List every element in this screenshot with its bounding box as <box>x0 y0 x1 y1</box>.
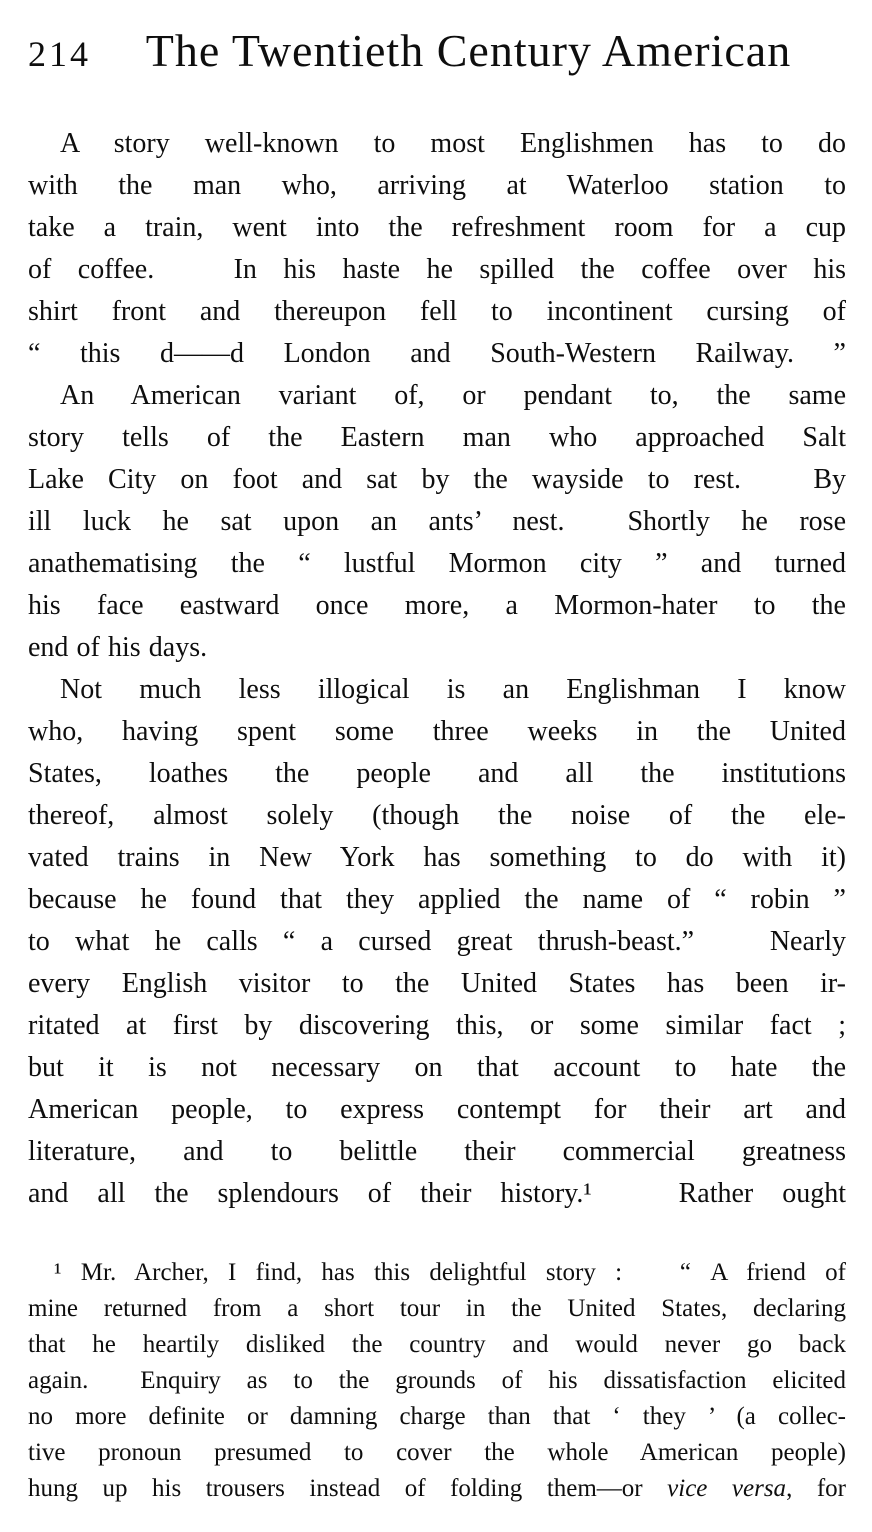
body-text <box>28 123 846 1215</box>
text-line: but it is not necessary on that account to hate the <box>28 1052 846 1083</box>
page-number: 214 <box>28 34 91 74</box>
text-line: American people, to express contempt for their art and <box>28 1094 846 1125</box>
footnote <box>28 1255 846 1507</box>
text-line: who, having spent some three weeks in the United <box>28 716 846 747</box>
text-line: “ this d——d London and South-Western Railway. ” <box>28 338 846 369</box>
text-line: thereof, almost solely (though the noise of the ele- <box>28 800 846 831</box>
running-title: The Twentieth Century American <box>145 25 792 76</box>
text-line: of coffee. In his haste he spilled the coffee over his <box>28 254 846 285</box>
text-line: vated trains in New York has something to do with it) <box>28 842 846 873</box>
footnote-line: that he heartily disliked the country and would never go back <box>28 1331 846 1358</box>
text-line: A story well-known to most Englishmen has to do <box>60 128 846 159</box>
text-line: Not much less illogical is an Englishman I know <box>60 674 846 705</box>
page-header <box>28 24 846 77</box>
text-line: because he found that they applied the name of “ robin ” <box>28 884 846 915</box>
text-line: ritated at first by discovering this, or some similar fact ; <box>28 1010 846 1041</box>
text-line: States, loathes the people and all the institutions <box>28 758 846 789</box>
footnote-line: no more definite or damning charge than that ‘ they ’ (a collec- <box>28 1403 846 1430</box>
text-line: story tells of the Eastern man who approached Salt <box>28 422 846 453</box>
footnote-line: again. Enquiry as to the grounds of his dissatisfaction elicited <box>28 1367 846 1394</box>
text-line: take a train, went into the refreshment room for a cup <box>28 212 846 243</box>
paragraph <box>28 375 846 669</box>
footnote-italic-phrase: vice versa <box>667 1475 787 1502</box>
footnote-line-text: , for <box>786 1475 846 1502</box>
text-line: with the man who, arriving at Waterloo station to <box>28 170 846 201</box>
paragraph <box>28 123 846 375</box>
text-line: to what he calls “ a cursed great thrush-beast.” Nearly <box>28 926 846 957</box>
text-line: every English visitor to the United States has been ir- <box>28 968 846 999</box>
text-line: An American variant of, or pendant to, the same <box>60 380 846 411</box>
text-line: end of his days. <box>28 632 208 663</box>
footnote-line <box>28 1471 846 1507</box>
text-line: literature, and to belittle their commercial greatness <box>28 1136 846 1167</box>
text-line: shirt front and thereupon fell to incontinent cursing of <box>28 296 846 327</box>
footnote-line: tive pronoun presumed to cover the whole American people) <box>28 1439 846 1466</box>
paragraph <box>28 669 846 1215</box>
footnote-line-text: hung up his trousers instead of folding them—or <box>28 1475 668 1502</box>
text-line: Lake City on foot and sat by the wayside to rest. By <box>28 464 846 495</box>
text-line: his face eastward once more, a Mormon-hater to the <box>28 590 846 621</box>
text-line: and all the splendours of their history.¹ Rather ought <box>28 1178 846 1209</box>
footnote-line: mine returned from a short tour in the United States, declaring <box>28 1295 846 1322</box>
text-line: anathematising the “ lustful Mormon city ” and turned <box>28 548 846 579</box>
text-line: ill luck he sat upon an ants’ nest. Shortly he rose <box>28 506 846 537</box>
footnote-line: ¹ Mr. Archer, I find, has this delightful story : “ A friend of <box>54 1259 846 1286</box>
